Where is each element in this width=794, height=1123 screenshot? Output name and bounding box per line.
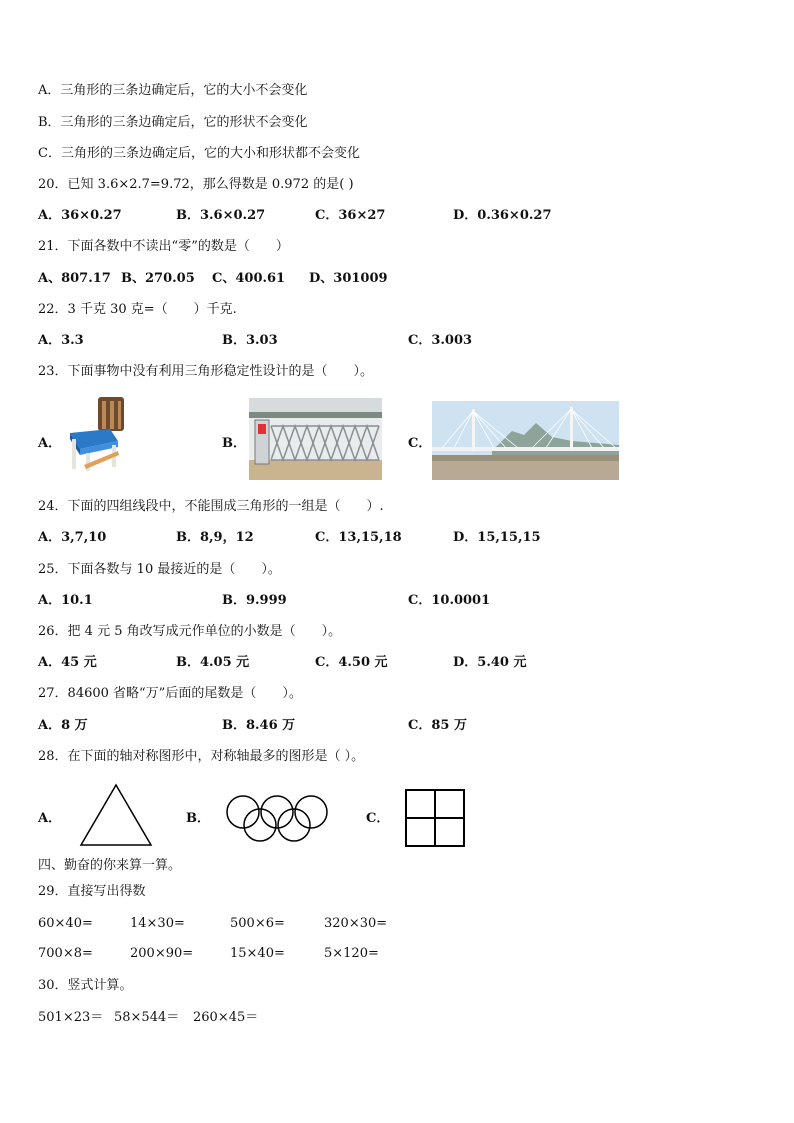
q19-option-a: A．三角形的三条边确定后，它的大小不会变化 <box>38 83 308 98</box>
q20-option-d: D．0.36×0.27 <box>453 208 552 223</box>
chair-image <box>62 395 132 473</box>
q29-item: 60×40= <box>38 916 93 931</box>
q24-option-d: D．15,15,15 <box>453 530 541 545</box>
q26-option-b: B．4.05 元 <box>176 655 250 670</box>
q24-option-a: A．3,7,10 <box>38 530 107 545</box>
q28-stem: 28．在下面的轴对称图形中，对称轴最多的图形是（ ）。 <box>38 749 365 764</box>
q27-option-b: B．8.46 万 <box>222 718 296 733</box>
q25-stem: 25．下面各数与 10 最接近的是（ ）。 <box>38 562 281 577</box>
q21-option-b: B、270.05 <box>121 271 195 286</box>
q24-option-b: B．8,9，12 <box>176 530 254 545</box>
q26-option-c: C．4.50 元 <box>315 655 388 670</box>
square-grid-shape <box>404 788 466 848</box>
q29-stem: 29．直接写出得数 <box>38 884 146 899</box>
q21-option-a: A、807.17 <box>38 271 111 286</box>
q29-item: 200×90= <box>130 946 194 961</box>
q30-item: 58×544＝ <box>114 1010 180 1025</box>
q26-option-d: D．5.40 元 <box>453 655 527 670</box>
q22-option-a: A．3.3 <box>38 333 84 348</box>
q30-item: 260×45＝ <box>193 1010 259 1025</box>
q23-stem: 23．下面事物中没有利用三角形稳定性设计的是（ ）。 <box>38 364 374 379</box>
q22-option-b: B．3.03 <box>222 333 278 348</box>
q26-stem: 26．把 4 元 5 角改写成元作单位的小数是（ ）。 <box>38 624 342 639</box>
q29-item: 14×30= <box>130 916 185 931</box>
retractable-gate-image <box>249 398 382 480</box>
q19-option-c: C．三角形的三条边确定后，它的大小和形状都不会变化 <box>38 146 360 161</box>
q29-item: 15×40= <box>230 946 285 961</box>
q29-item: 320×30= <box>324 916 388 931</box>
q20-stem: 20．已知 3.6×2.7=9.72，那么得数是 0.972 的是( ) <box>38 177 354 192</box>
q22-stem: 22．3 千克 30 克=（ ）千克. <box>38 302 237 317</box>
q22-option-c: C．3.003 <box>408 333 473 348</box>
cable-stayed-bridge-image <box>432 401 619 480</box>
q20-option-c: C．36×27 <box>315 208 386 223</box>
q23-label-c: C． <box>408 436 432 451</box>
q25-option-c: C．10.0001 <box>408 593 491 608</box>
q29-item: 5×120= <box>324 946 379 961</box>
q27-option-c: C．85 万 <box>408 718 467 733</box>
q29-item: 700×8= <box>38 946 93 961</box>
q28-label-b: B． <box>186 811 210 826</box>
q25-option-b: B．9.999 <box>222 593 287 608</box>
q25-option-a: A．10.1 <box>38 593 93 608</box>
q28-label-c: C． <box>366 811 390 826</box>
section-heading: 四、勤奋的你来算一算。 <box>38 858 182 873</box>
five-rings-shape <box>224 794 330 844</box>
q28-label-a: A． <box>38 811 62 826</box>
q23-label-b: B． <box>222 436 246 451</box>
q27-stem: 27．84600 省略“万”后面的尾数是（ ）。 <box>38 686 302 701</box>
q23-label-a: A． <box>38 436 62 451</box>
q26-option-a: A．45 元 <box>38 655 97 670</box>
triangle-shape <box>78 782 154 848</box>
q24-option-c: C．13,15,18 <box>315 530 402 545</box>
q19-option-b: B．三角形的三条边确定后，它的形状不会变化 <box>38 115 308 130</box>
q21-stem: 21．下面各数中不读出“零”的数是（ ） <box>38 239 289 254</box>
q30-item: 501×23＝ <box>38 1010 104 1025</box>
q24-stem: 24．下面的四组线段中，不能围成三角形的一组是（ ）. <box>38 499 384 514</box>
q27-option-a: A．8 万 <box>38 718 88 733</box>
q21-option-c: C、400.61 <box>212 271 286 286</box>
q21-option-d: D、301009 <box>309 271 388 286</box>
q30-stem: 30．竖式计算。 <box>38 978 133 993</box>
q20-option-a: A．36×0.27 <box>38 208 122 223</box>
q29-item: 500×6= <box>230 916 285 931</box>
q20-option-b: B．3.6×0.27 <box>176 208 266 223</box>
